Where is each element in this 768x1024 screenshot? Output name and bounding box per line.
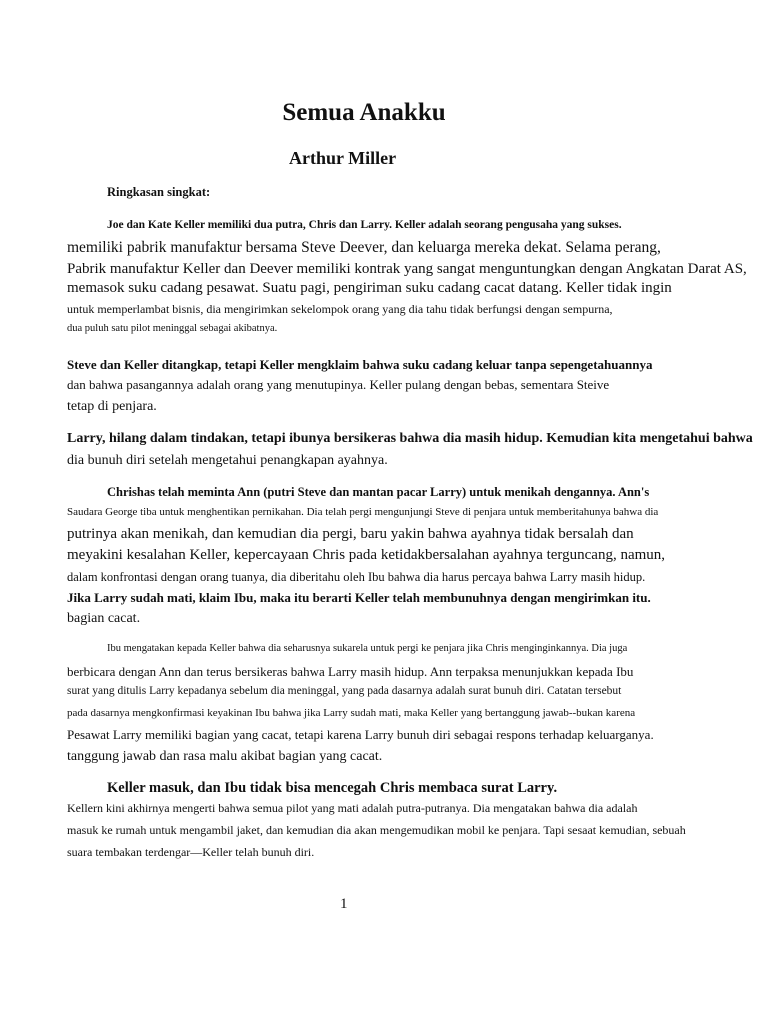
paragraph-line: memasok suku cadang pesawat. Suatu pagi, pengiriman suku cadang cacat datang. Keller tidak ingin [67, 280, 672, 296]
page-number: 1 [340, 896, 348, 912]
paragraph-line: suara tembakan terdengar—Keller telah bunuh diri. [67, 845, 315, 859]
paragraph-line: Pesawat Larry memiliki bagian yang cacat, tetapi karena Larry bunuh diri sebagai respons terhadap keluarganya. [67, 727, 654, 742]
paragraph-line: putrinya akan menikah, dan kemudian dia pergi, baru yakin bahwa ayahnya tidak bersalah dan [67, 526, 634, 542]
paragraph-line: dan bahwa pasangannya adalah orang yang menutupinya. Keller pulang dengan bebas, sementara Steive [67, 377, 610, 392]
document-title: Semua Anakku [282, 99, 446, 126]
paragraph-line: Larry, hilang dalam tindakan, tetapi ibunya bersikeras bahwa dia masih hidup. Kemudian kita mengetahui bahwa [67, 431, 753, 446]
paragraph-line: Keller masuk, dan Ibu tidak bisa mencegah Chris membaca surat Larry. [107, 780, 558, 796]
section-label: Ringkasan singkat: [107, 185, 211, 199]
paragraph-line: dua puluh satu pilot meninggal sebagai akibatnya. [67, 323, 278, 334]
paragraph-line: tetap di penjara. [67, 399, 157, 414]
paragraph-line: dia bunuh diri setelah mengetahui penangkapan ayahnya. [67, 453, 388, 468]
paragraph-line: Saudara George tiba untuk menghentikan pernikahan. Dia telah pergi mengunjungi Steve di penjara untuk memberitahunya bahwa dia [67, 506, 659, 518]
paragraph-line: meyakini kesalahan Keller, kepercayaan Chris pada ketidakbersalahan ayahnya terguncang, namun, [67, 547, 666, 563]
paragraph-line: Chrishas telah meminta Ann (putri Steve dan mantan pacar Larry) untuk menikah dengannya. Ann's [107, 485, 650, 499]
paragraph-line: surat yang ditulis Larry kepadanya sebelum dia meninggal, yang pada dasarnya adalah surat bunuh diri. Catatan tersebut [67, 685, 622, 697]
paragraph-line: tanggung jawab dan rasa malu akibat bagian yang cacat. [67, 749, 383, 764]
paragraph-line: berbicara dengan Ann dan terus bersikeras bahwa Larry masih hidup. Ann terpaksa menunjukkan kepada Ibu [67, 664, 634, 679]
document-author: Arthur Miller [289, 148, 397, 168]
paragraph-line: bagian cacat. [67, 611, 141, 626]
paragraph-line: memiliki pabrik manufaktur bersama Steve Deever, dan keluarga mereka dekat. Selama perang, [67, 239, 661, 256]
paragraph-line: pada dasarnya mengkonfirmasi keyakinan Ibu bahwa jika Larry sudah mati, maka Keller yang bertanggung jawab--bukan karena [67, 707, 636, 719]
paragraph-line: masuk ke rumah untuk mengambil jaket, dan kemudian dia akan mengemudikan mobil ke penjara. Tapi sesaat kemudian, sebuah [67, 823, 686, 837]
paragraph-line: untuk memperlambat bisnis, dia mengirimkan sekelompok orang yang dia tahu tidak berfungsi dengan sempurna, [67, 302, 613, 316]
paragraph-line: Pabrik manufaktur Keller dan Deever memiliki kontrak yang sangat menguntungkan dengan Angkatan Darat AS, [67, 261, 747, 277]
paragraph-line: Steve dan Keller ditangkap, tetapi Keller mengklaim bahwa suku cadang keluar tanpa sepengetahuannya [67, 357, 653, 372]
paragraph-line: Jika Larry sudah mati, klaim Ibu, maka itu berarti Keller telah membunuhnya dengan mengirimkan itu. [67, 590, 651, 605]
paragraph-line: Kellern kini akhirnya mengerti bahwa semua pilot yang mati adalah putra-putranya. Dia mengatakan bahwa dia adalah [67, 801, 638, 815]
paragraph-line: Ibu mengatakan kepada Keller bahwa dia seharusnya sukarela untuk pergi ke penjara jika Chris menginginkannya. Dia juga [107, 643, 628, 654]
paragraph-line: dalam konfrontasi dengan orang tuanya, dia diberitahu oleh Ibu bahwa dia harus percaya bahwa Larry masih hidup. [67, 570, 646, 584]
paragraph-line: Joe dan Kate Keller memiliki dua putra, Chris dan Larry. Keller adalah seorang pengusaha yang sukses. [107, 219, 622, 231]
